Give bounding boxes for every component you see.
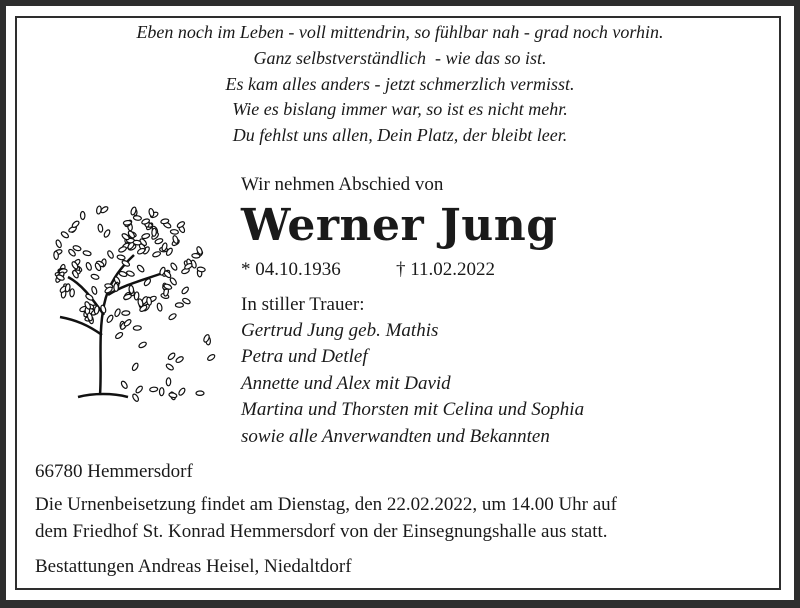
mourner: Annette und Alex mit David xyxy=(241,373,451,394)
leaf xyxy=(80,211,85,219)
leaf xyxy=(134,292,139,300)
leaf xyxy=(136,264,145,273)
leaf xyxy=(85,262,92,271)
leaf xyxy=(122,311,130,316)
poem xyxy=(0,20,800,149)
leaf xyxy=(170,229,178,234)
leaf xyxy=(159,388,164,396)
intro-text: Wir nehmen Abschied von xyxy=(241,174,444,195)
leaf xyxy=(197,267,206,273)
address: 66780 Hemmersdorf xyxy=(35,461,193,482)
leaf xyxy=(60,231,69,239)
leaf xyxy=(181,286,190,295)
leaf xyxy=(138,341,147,349)
leaf xyxy=(170,262,178,271)
leaf xyxy=(152,228,157,236)
leaf xyxy=(175,303,183,307)
leaf xyxy=(96,206,102,215)
leaf xyxy=(107,250,115,259)
leaf xyxy=(83,250,92,256)
leaf xyxy=(148,208,154,217)
leaf xyxy=(55,239,62,248)
leaf xyxy=(133,240,142,245)
leaf xyxy=(117,254,126,260)
leaf xyxy=(53,251,58,259)
leaf xyxy=(175,356,184,364)
service-line: Die Urnenbeisetzung findet am Dienstag, den 22.02.2022, um 14.00 Uhr auf xyxy=(35,494,618,515)
leaf xyxy=(120,380,128,389)
leaf xyxy=(178,387,186,396)
leaf xyxy=(118,246,127,253)
mourner: Petra und Detlef xyxy=(241,346,368,367)
leaf xyxy=(114,308,121,317)
leaf xyxy=(168,392,177,398)
leaf xyxy=(71,220,80,229)
mourners-heading: In stiller Trauer: xyxy=(241,294,365,315)
leaf xyxy=(106,314,114,323)
deceased-name: Werner Jung xyxy=(241,200,558,251)
poem-line: Ganz selbstverständlich - wie das so ist. xyxy=(253,47,547,68)
leaf xyxy=(132,393,140,402)
leaf xyxy=(123,220,131,225)
poem-line: Es kam alles anders - jetzt schmerzlich vermisst. xyxy=(225,73,575,94)
leaf xyxy=(176,221,185,229)
leaf xyxy=(207,353,216,361)
poem-line: Eben noch im Leben - voll mittendrin, so fühlbar nah - grad noch vorhin. xyxy=(136,22,664,42)
leaf xyxy=(115,331,124,339)
leaf xyxy=(167,352,176,361)
leaf xyxy=(196,391,204,396)
leaf xyxy=(133,215,142,220)
leaf xyxy=(114,283,119,291)
service-line: dem Friedhof St. Konrad Hemmersdorf von der Einsegnungshalle aus statt. xyxy=(35,521,608,542)
leaf xyxy=(152,251,161,258)
leaf xyxy=(133,326,141,331)
leaf xyxy=(103,229,111,238)
leaf xyxy=(131,362,139,371)
poem-line: Du fehlst uns allen, Dein Platz, der bleibt leer. xyxy=(232,125,568,146)
leaf xyxy=(91,274,100,281)
leaf xyxy=(98,224,104,233)
mourner: Gertrud Jung geb. Mathis xyxy=(241,320,439,341)
leaf xyxy=(73,245,82,252)
leaf xyxy=(168,313,177,321)
leaf xyxy=(123,318,132,327)
leaf xyxy=(165,363,174,371)
leaf xyxy=(169,277,177,286)
leaf xyxy=(85,293,94,301)
mourner: Martina und Thorsten mit Celina und Sophia xyxy=(241,399,585,420)
leaf xyxy=(135,385,144,394)
undertaker: Bestattungen Andreas Heisel, Niedaltdorf xyxy=(35,556,352,577)
windblown-tree-illustration xyxy=(38,185,218,405)
leaf xyxy=(166,378,171,386)
leaf xyxy=(70,289,75,297)
death-date: † 11.02.2022 xyxy=(396,259,496,280)
birth-date: * 04.10.1936 xyxy=(241,259,341,280)
poem-line: Wie es bislang immer war, so ist es nicht mehr. xyxy=(232,99,568,120)
leaf xyxy=(119,271,128,278)
mourner: sowie alle Anverwandten und Bekannten xyxy=(241,426,550,447)
leaf xyxy=(123,293,132,300)
leaf xyxy=(156,303,162,312)
leaf xyxy=(91,286,98,295)
leaf xyxy=(149,387,157,392)
